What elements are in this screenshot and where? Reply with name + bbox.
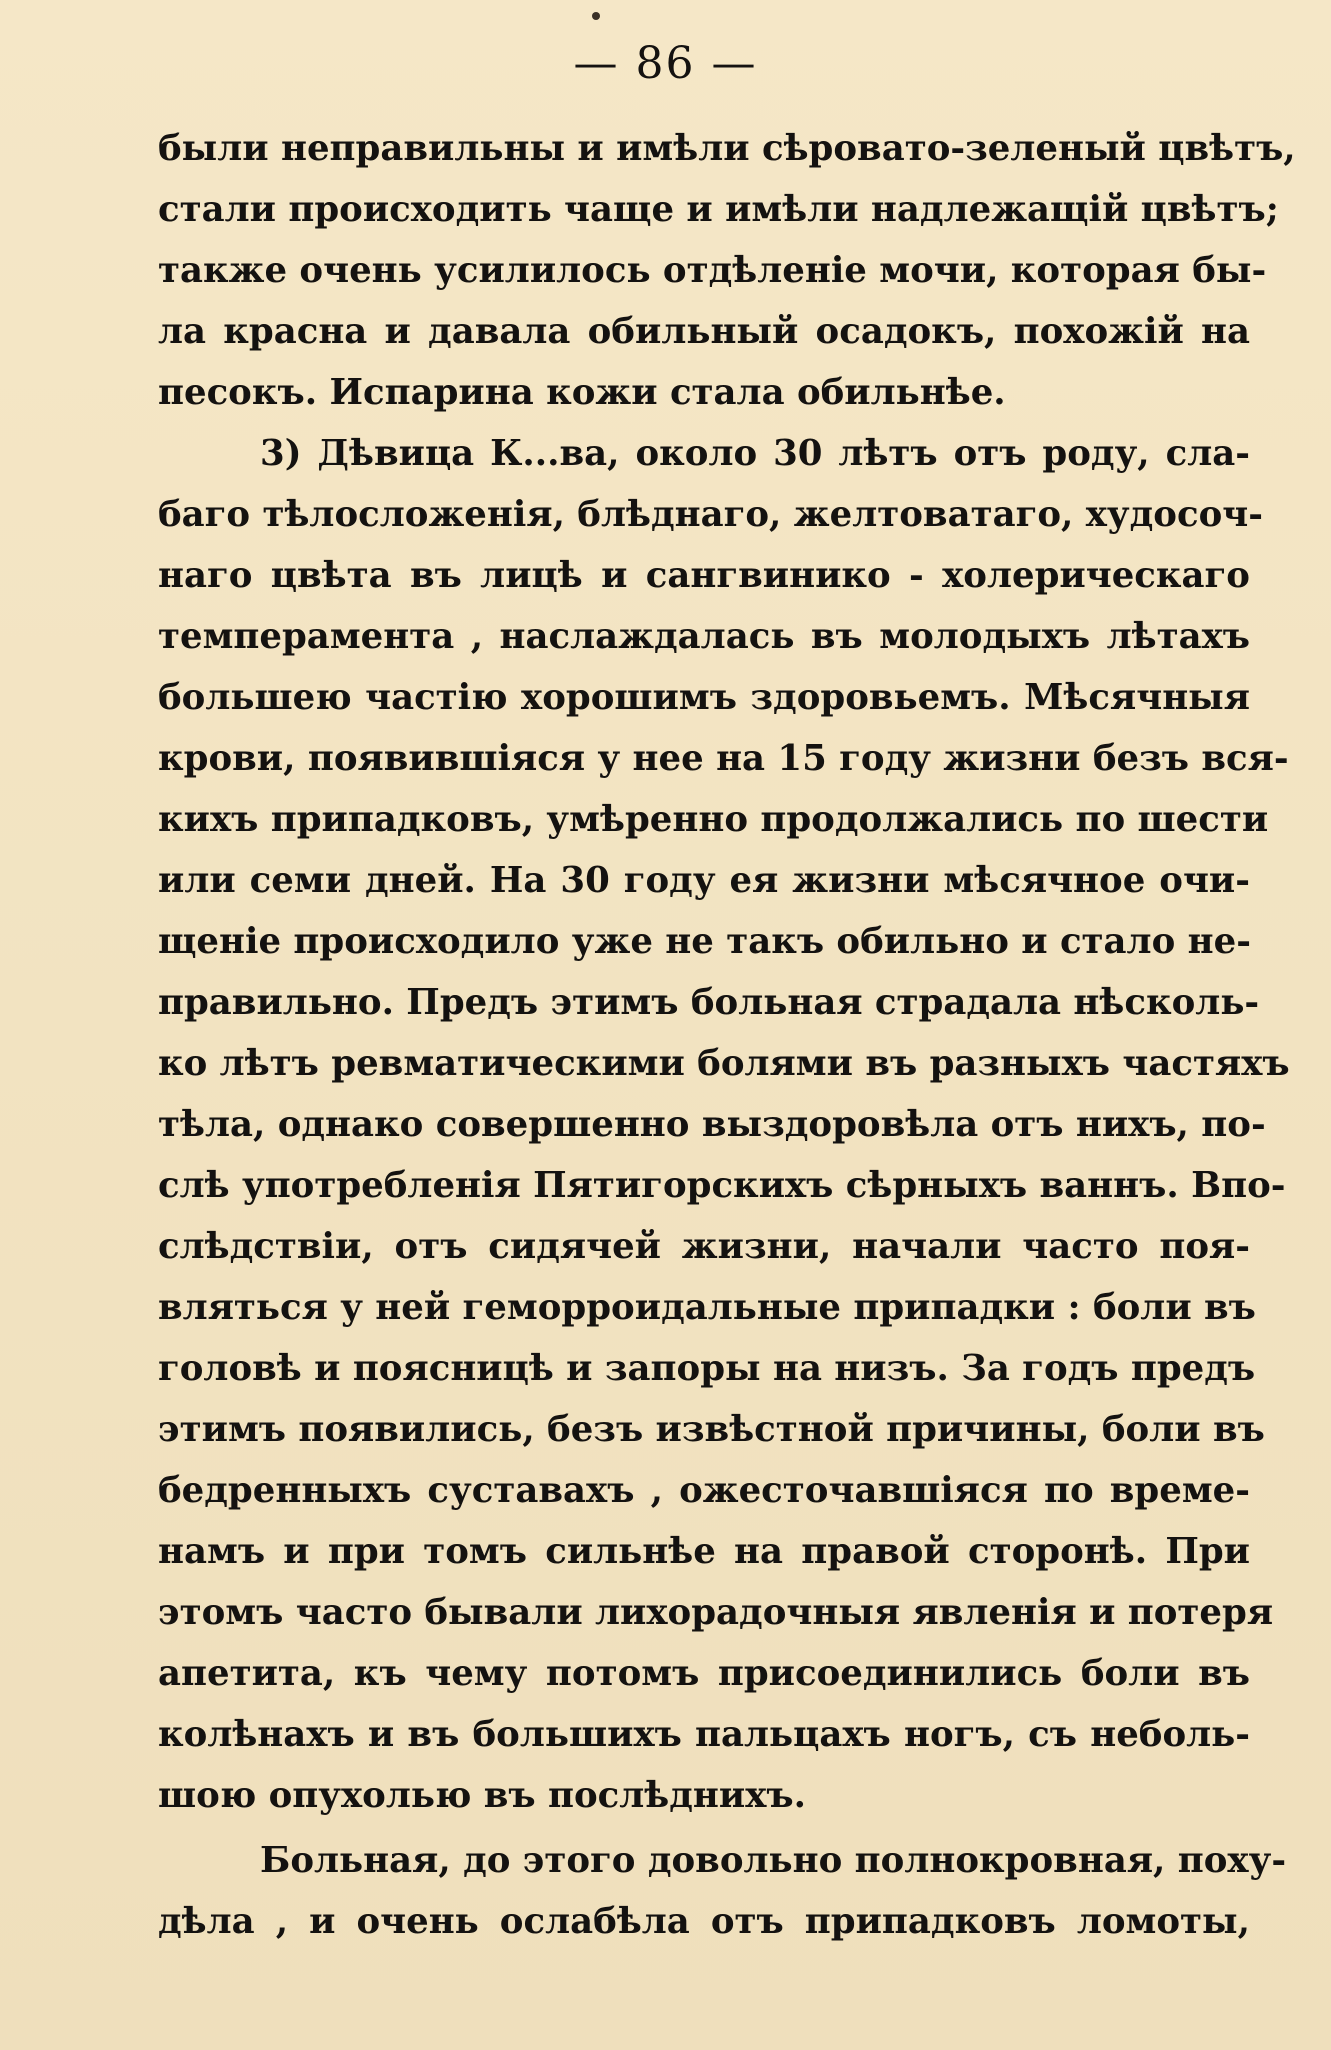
- text-line: намъ и при томъ сильнѣе на правой сторонѣ. При: [158, 1531, 1250, 1572]
- text-line: правильно. Предъ этимъ больная страдала нѣсколь-: [158, 982, 1260, 1023]
- text-line: были неправильны и имѣли сѣровато-зеленый цвѣтъ,: [158, 128, 1296, 169]
- text-line: шою опухолью въ послѣднихъ.: [158, 1775, 806, 1816]
- text-line: баго тѣлосложенія, блѣднаго, желтоватаго, худосоч-: [158, 494, 1263, 535]
- paragraph-start-line: 3) Дѣвица К...ва, около 30 лѣтъ отъ роду, сла-: [260, 433, 1250, 474]
- text-line: головѣ и поясницѣ и запоры на низъ. За годъ предъ: [158, 1348, 1256, 1389]
- text-line: бедренныхъ суставахъ , ожесточавшіяся по време-: [158, 1470, 1250, 1511]
- body-text: [158, 118, 1296, 1952]
- text-line: вляться у ней геморроидальные припадки : боли въ: [158, 1287, 1256, 1328]
- text-line: кихъ припадковъ, умѣренно продолжались по шести: [158, 799, 1269, 840]
- text-line: слѣдствіи, отъ сидячей жизни, начали часто поя-: [158, 1226, 1250, 1267]
- text-line: слѣ употребленія Пятигорскихъ сѣрныхъ ваннъ. Впо-: [158, 1165, 1286, 1206]
- text-line: апетита, къ чему потомъ присоединились боли въ: [158, 1653, 1250, 1694]
- text-line: этимъ появились, безъ извѣстной причины, боли въ: [158, 1409, 1265, 1450]
- text-line: темперамента , наслаждалась въ молодыхъ лѣтахъ: [158, 616, 1250, 657]
- text-line: или семи дней. На 30 году ея жизни мѣсячное очи-: [158, 860, 1250, 901]
- ink-speck: [592, 12, 600, 20]
- text-line: ко лѣтъ ревматическими болями въ разныхъ частяхъ: [158, 1043, 1290, 1084]
- text-line: стали происходить чаще и имѣли надлежащій цвѣтъ;: [158, 189, 1279, 230]
- text-line: этомъ часто бывали лихорадочныя явленія и потеря: [158, 1592, 1274, 1633]
- text-line: щеніе происходило уже не такъ обильно и стало не-: [158, 921, 1251, 962]
- text-line: ла красна и давала обильный осадокъ, похожій на: [158, 311, 1250, 352]
- text-line: тѣла, однако совершенно выздоровѣла отъ нихъ, по-: [158, 1104, 1266, 1145]
- paragraph-start-line: Больная, до этого довольно полнокровная, поху-: [260, 1840, 1287, 1881]
- page-number: — 86 —: [573, 38, 758, 89]
- text-line: песокъ. Испарина кожи стала обильнѣе.: [158, 372, 1006, 413]
- text-line: крови, появившіяся у нее на 15 году жизни безъ вся-: [158, 738, 1289, 779]
- text-line: большею частію хорошимъ здоровьемъ. Мѣсячныя: [158, 677, 1250, 718]
- text-line: также очень усилилось отдѣленіе мочи, которая бы-: [158, 250, 1267, 291]
- text-line: дѣла , и очень ослабѣла отъ припадковъ ломоты,: [158, 1901, 1250, 1942]
- text-line: колѣнахъ и въ большихъ пальцахъ ногъ, съ неболь-: [158, 1714, 1250, 1755]
- text-line: наго цвѣта въ лицѣ и сангвинико - холерическаго: [158, 555, 1250, 596]
